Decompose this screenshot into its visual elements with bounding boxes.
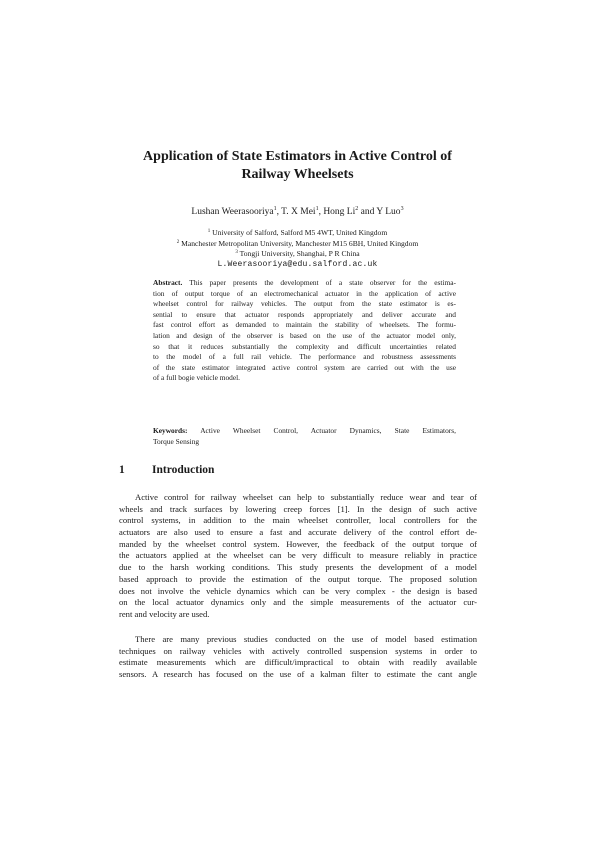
author-separator: , [276, 207, 282, 217]
paragraph-line: There are many previous studies conducted on the use of model based estimation [135, 634, 477, 644]
affiliation [60, 228, 535, 239]
abstract-line: tion of output torque of an electromechanical actuator in the application of active [153, 288, 456, 298]
author-list [60, 206, 535, 219]
paper-title [100, 148, 495, 184]
abstract [153, 278, 456, 384]
keywords-text: Active Wheelset Control, Actuator Dynamics, State Estimators, [187, 426, 456, 435]
affiliation-mark: 1 [273, 206, 277, 212]
paragraph-line: estimate measurements which are difficult/impractical to obtain with readily available [119, 657, 477, 668]
abstract-line: sential to ensure that actuator responds appropriately and deliver accurate and [153, 309, 456, 319]
affiliation-text: Tongji University, Shanghai, P R China [237, 249, 360, 259]
affiliation [60, 239, 535, 250]
body-paragraph [119, 492, 477, 621]
abstract-label: Abstract. [153, 278, 183, 287]
keywords-line: Torque Sensing [153, 436, 200, 446]
abstract-line [153, 278, 456, 289]
paragraph-line: actuators are also used to ensure a fast and accurate delivery of the control effort de- [119, 527, 477, 538]
author-name: T. X Mei [281, 207, 316, 217]
abstract-line: so that it reduces substantially the complexity and difficult uncertainties related [153, 341, 456, 351]
author-separator: and [358, 207, 377, 217]
abstract-line: to the model of a full rail vehicle. The performance and robustness assessments [153, 352, 456, 362]
section-heading [119, 463, 479, 477]
section-title: Introduction [152, 464, 215, 476]
author-email[interactable]: L.Weerasooriya@edu.salford.ac.uk [217, 259, 378, 269]
paragraph-line: based approach to provide the estimation of the output torque. The proposed solution [119, 573, 477, 584]
author-name: Hong Li [323, 207, 356, 217]
keywords [153, 426, 456, 447]
affiliation-mark: 3 [235, 250, 238, 256]
paragraph-line: sensors. A research has focused on the use of a kalman filter to estimate the cant angle [119, 669, 477, 680]
keywords-label: Keywords: [153, 426, 188, 435]
abstract-line: of the state estimator integrated active control system are carried out with the use [153, 362, 456, 372]
affiliation-list [60, 228, 535, 270]
section-number: 1 [119, 464, 125, 476]
paragraph-line: the actuators applied at the wheelset can be very difficult to measure reliably in practice [119, 550, 477, 561]
keywords-line [153, 426, 456, 437]
affiliation [60, 249, 535, 260]
paragraph-line: rent and velocity are used. [119, 608, 210, 619]
affiliation-mark: 3 [400, 206, 404, 212]
paragraph-line: does not involve the vehicle dynamics which can be very complex - the design is based [119, 585, 477, 596]
paragraph-line: wheels and track surfaces by lowering creep forces [1]. In the design of such active [119, 503, 477, 514]
title-line: Railway Wheelsets [241, 167, 354, 182]
affiliation-mark: 2 [176, 239, 180, 245]
paragraph-line: on the local actuator dynamics only and the simple measurements of the actuator cur- [119, 597, 477, 608]
affiliation-mark: 1 [207, 229, 211, 234]
paragraph-line: control systems, in addition to the main wheelset controller, local controllers for the [119, 515, 477, 526]
affiliation-text: Manchester Metropolitan University, Manchester M15 6BH, United Kingdom [179, 238, 419, 248]
affiliation-mark: 2 [355, 206, 359, 212]
title-line: Application of State Estimators in Active Control of [143, 149, 452, 164]
paragraph-line: Active control for railway wheelset can help to substantially reduce wear and tear of [135, 492, 477, 502]
author-name: Lushan Weerasooriya [191, 207, 274, 217]
abstract-text: This paper presents the development of a state observer for the estima- [182, 278, 456, 287]
affiliation-text: University of Salford, Salford M5 4WT, United Kingdom [210, 228, 388, 237]
body-paragraph [119, 634, 477, 681]
abstract-line: lation and design of the observer is based on the use of the actuator model only, [153, 330, 456, 340]
abstract-line: fast control effort as demanded to maintain the stability of wheelsets. The formu- [153, 320, 456, 330]
abstract-line: wheelset control for railway vehicles. The output from the state estimator is es- [153, 299, 456, 309]
affiliation-mark: 1 [315, 206, 319, 212]
author-separator: , [318, 207, 324, 217]
abstract-line: of a full bogie vehicle model. [153, 373, 241, 383]
paragraph-line: manded by the wheelset control system. However, the feedback of the output torque of [119, 538, 477, 549]
paragraph-line: techniques on railway vehicles with actively controlled suspension systems in order to [119, 645, 477, 656]
paragraph-line: due to the harsh working conditions. This study presents the development of a model [119, 562, 477, 573]
author-name: Y Luo [376, 207, 401, 217]
